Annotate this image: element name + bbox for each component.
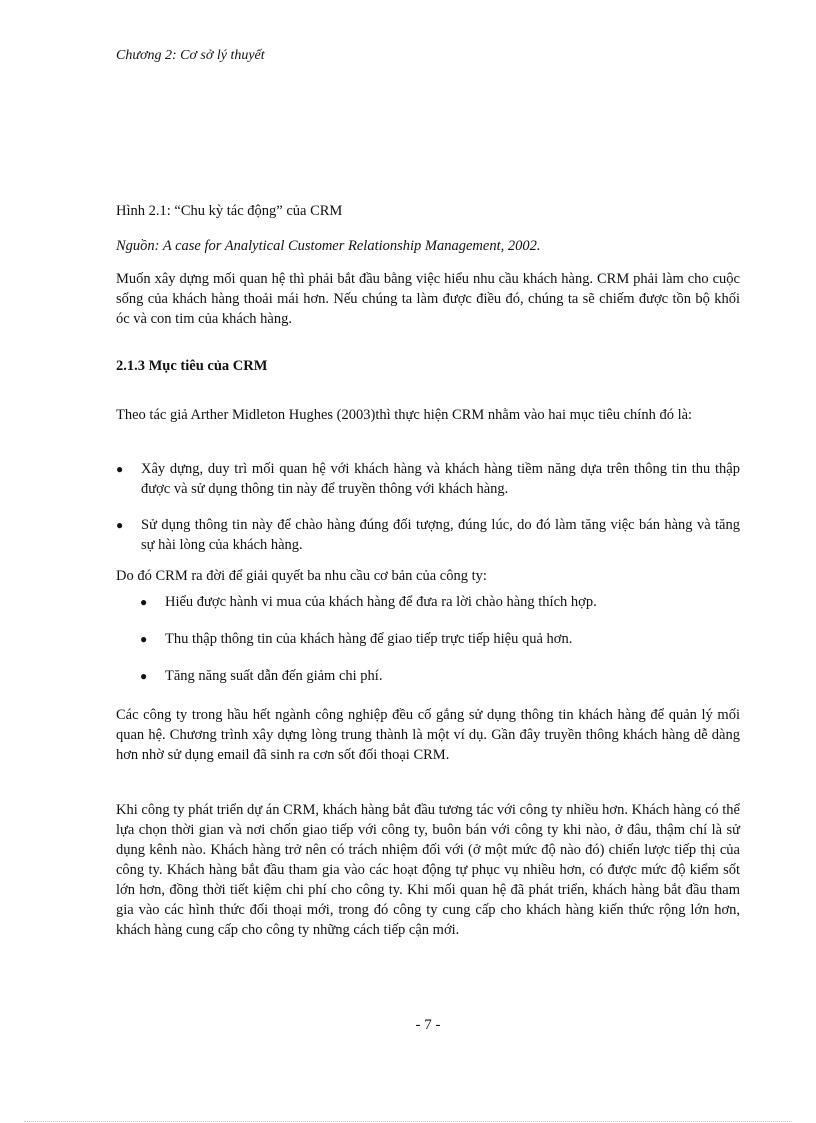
- figure-source: Nguồn: A case for Analytical Customer Relationship Management, 2002.: [116, 238, 541, 254]
- page-number: - 7 -: [415, 1017, 441, 1033]
- list-item-text: Xây dựng, duy trì mối quan hệ với khách hàng và khách hàng tiềm năng dựa trên thông tin thu thập được và sử dụng thông tin này để truyền thông với khách hàng.: [141, 461, 740, 497]
- paragraph-needs-intro: Do đó CRM ra đời để giải quyết ba nhu cầu cơ bản của công ty:: [116, 567, 487, 584]
- list-item-text: Hiểu được hành vi mua của khách hàng để đưa ra lời chào hàng thích hợp.: [165, 594, 597, 610]
- bullet-icon: ●: [140, 632, 148, 646]
- paragraph-industry: Các công ty trong hầu hết ngành công nghiệp đều cố gắng sử dụng thông tin khách hàng để quản lý mối quan hệ. Chương trình xây dựng lòng trung thành là một ví dụ. Gần đây truyền thông khách hàng dễ dàng hơn nhờ sử dụng email đã sinh ra cơn sốt đối thoại CRM.: [116, 706, 740, 763]
- paragraph-project: Khi công ty phát triển dự án CRM, khách hàng bắt đầu tương tác với công ty nhiều hơn. Khách hàng có thể lựa chọn thời gian và nơi chốn giao tiếp với công ty, buôn bán với công ty khi nào, ở đâu, thậm chí là sử dụng kênh nào. Khách hàng trở nên có trách nhiệm đối với (ở một mức độ nào đó) chiến lược tiếp thị của công ty. Khách hàng bắt đầu tham gia vào các hoạt động tự phục vụ nhiều hơn, có được mức độ kiểm sốt lớn hơn, đồng thời tiết kiệm chi phí cho công ty. Khi mối quan hệ đã phát triển, khách hàng bắt đầu tham gia vào các hình thức đối thoại mới, trong đó công ty cung cấp cho khách hàng kiến thức rộng lớn hơn, khách hàng cung cấp cho công ty những cách tiếp cận mới.: [116, 801, 740, 938]
- chapter-header: Chương 2: Cơ sở lý thuyết: [116, 48, 265, 63]
- bullet-icon: ●: [116, 518, 124, 532]
- list-item-text: Sử dụng thông tin này để chào hàng đúng đối tượng, đúng lúc, do đó làm tăng việc bán hàng và tăng sự hài lòng của khách hàng.: [141, 517, 740, 553]
- list-item: [140, 592, 740, 612]
- needs-list: [140, 592, 740, 703]
- figure-caption: Hình 2.1: “Chu kỳ tác động” của CRM: [116, 203, 343, 219]
- bullet-icon: ●: [140, 669, 148, 683]
- paragraph-intro: Muốn xây dựng mối quan hệ thì phải bắt đầu bằng việc hiểu nhu cầu khách hàng. CRM phải làm cho cuộc sống của khách hàng thoải mái hơn. Nếu chúng ta làm được điều đó, chúng ta sẽ chiếm được tồn bộ khối óc và con tim của khách hàng.: [116, 270, 740, 327]
- list-item-text: Thu thập thông tin của khách hàng để giao tiếp trực tiếp hiệu quả hơn.: [165, 631, 573, 647]
- bullet-icon: ●: [140, 595, 148, 609]
- bullet-icon: ●: [116, 462, 124, 476]
- list-item: [116, 515, 740, 555]
- goals-list: [116, 459, 740, 571]
- section-heading: 2.1.3 Mục tiêu của CRM: [116, 358, 268, 374]
- paragraph-goals-intro: Theo tác giả Arther Midleton Hughes (2003)thì thực hiện CRM nhằm vào hai mục tiêu chính đó là:: [116, 406, 693, 423]
- list-item: [116, 459, 740, 499]
- list-item: [140, 629, 740, 649]
- page-bottom-border: [24, 1121, 792, 1122]
- list-item-text: Tăng năng suất dẫn đến giảm chi phí.: [165, 668, 383, 684]
- list-item: [140, 666, 740, 686]
